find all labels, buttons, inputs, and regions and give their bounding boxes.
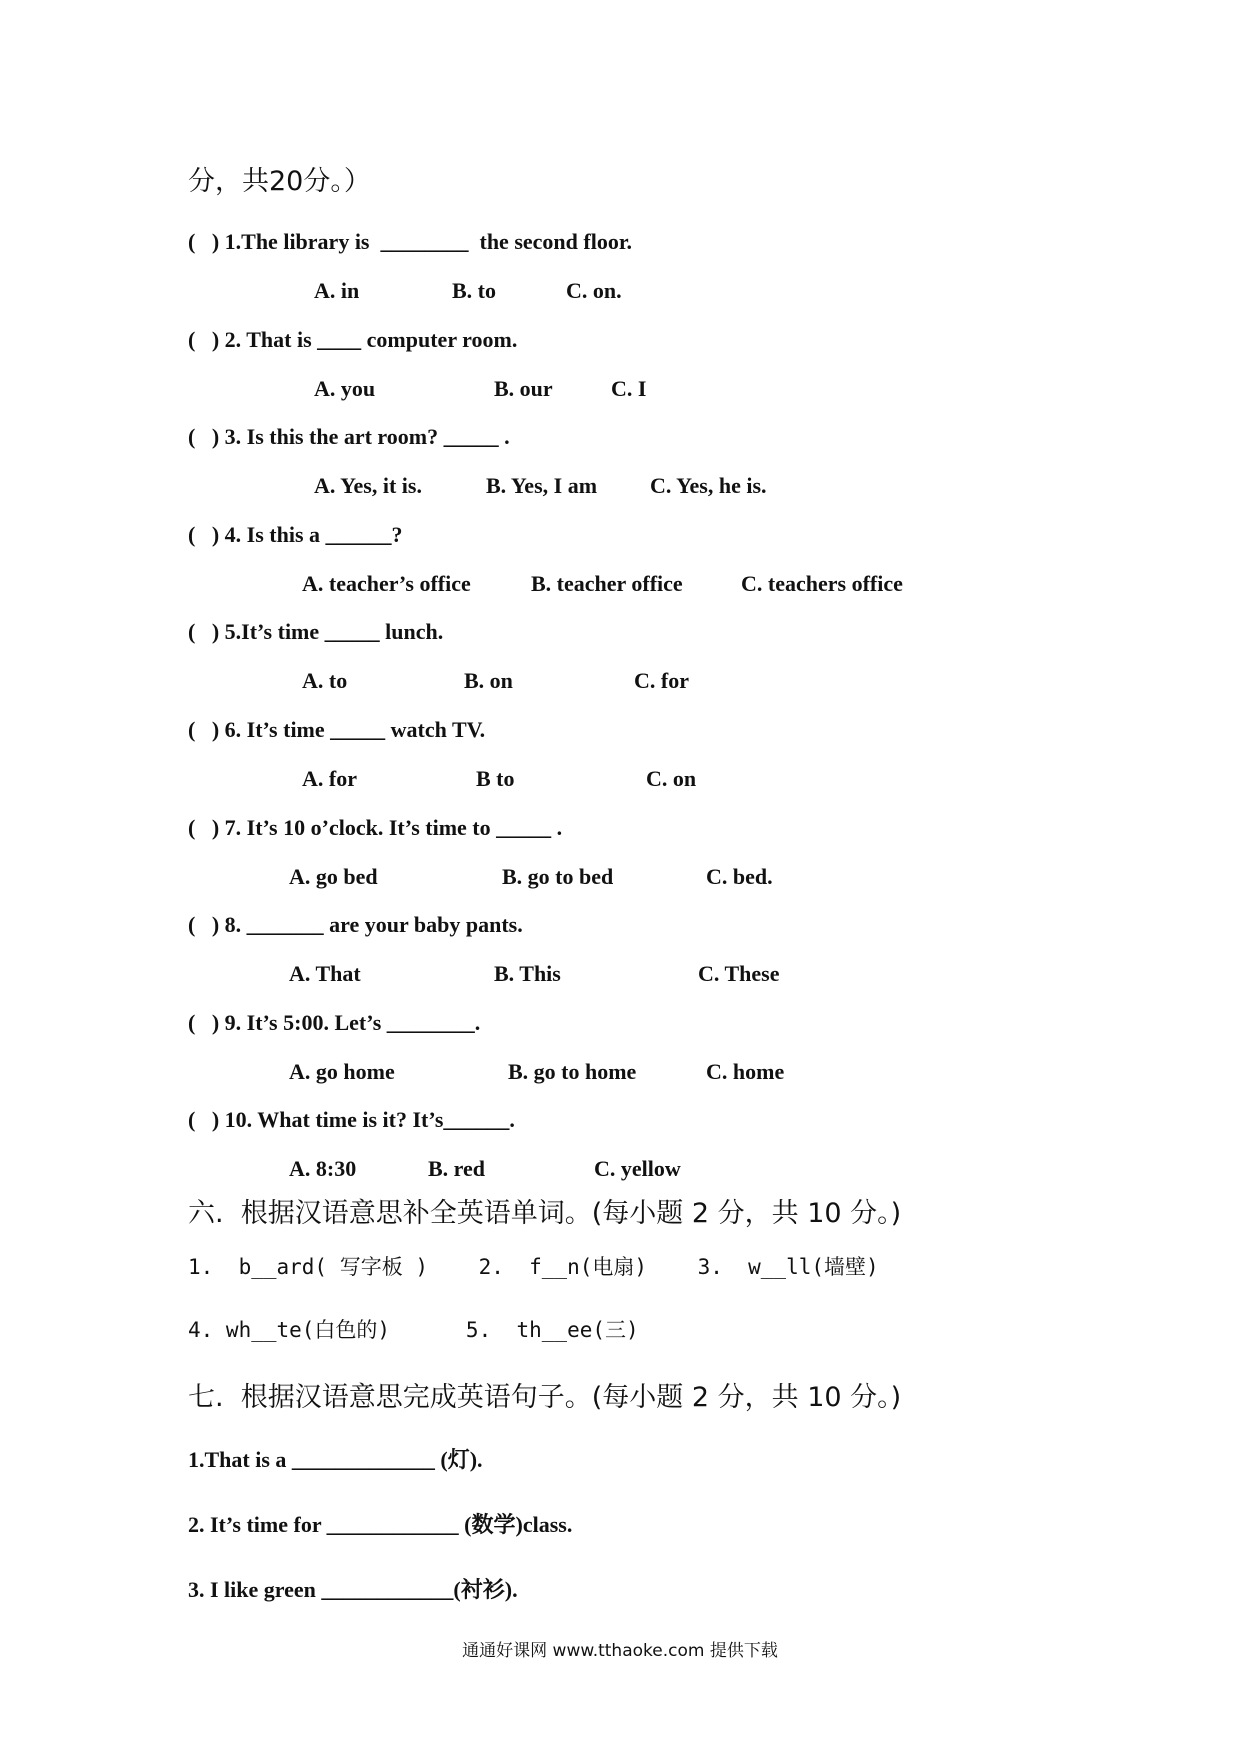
q2-option-a: A. you	[314, 376, 376, 401]
q4-option-b: B. teacher office	[531, 571, 683, 596]
q10-option-a: A. 8:30	[289, 1156, 357, 1181]
question-4: ( ) 4. Is this a ______?	[188, 522, 403, 547]
question-5: ( ) 5.It’s time _____ lunch.	[188, 619, 444, 644]
q2-option-b: B. our	[494, 376, 553, 401]
q3-option-a: A. Yes, it is.	[314, 473, 422, 498]
section-6-line-1: 1. b__ard( 写字板 ) 2. f__n(电扇) 3. w__ll(墙壁)	[188, 1255, 879, 1279]
section-6-heading: 六. 根据汉语意思补全英语单词。(每小题 2 分，共 10 分。)	[188, 1198, 902, 1229]
section-7-heading: 七. 根据汉语意思完成英语句子。(每小题 2 分，共 10 分。)	[188, 1382, 902, 1413]
q10-option-b: B. red	[428, 1156, 486, 1181]
q7-option-b: B. go to bed	[502, 864, 614, 889]
q3-option-c: C. Yes, he is.	[650, 473, 767, 498]
q9-option-a: A. go home	[289, 1059, 395, 1084]
q3-option-b: B. Yes, I am	[486, 473, 598, 498]
q6-option-b: B to	[476, 766, 515, 791]
q9-option-c: C. home	[706, 1059, 785, 1084]
q5-option-c: C. for	[634, 668, 689, 693]
q6-option-a: A. for	[302, 766, 357, 791]
q7-option-a: A. go bed	[289, 864, 378, 889]
q10-option-c: C. yellow	[594, 1156, 681, 1181]
question-7: ( ) 7. It’s 10 o’clock. It’s time to _____ .	[188, 815, 563, 840]
section-5-tail: 分，共20分。）	[188, 166, 371, 197]
question-6: ( ) 6. It’s time _____ watch TV.	[188, 717, 486, 742]
q8-option-c: C. These	[698, 961, 780, 986]
question-3: ( ) 3. Is this the art room? _____ .	[188, 424, 510, 449]
question-9: ( ) 9. It’s 5:00. Let’s ________.	[188, 1010, 481, 1035]
q2-option-c: C. I	[611, 376, 647, 401]
q1-option-b: B. to	[452, 278, 496, 303]
footer-source: 通通好课网 www.tthaoke.com 提供下载	[462, 1641, 778, 1661]
section-6-line-2: 4. wh__te(白色的) 5. th__ee(三)	[188, 1318, 639, 1342]
section-7-item-3: 3. I like green ____________(衬衫).	[188, 1577, 518, 1602]
section-7-item-2: 2. It’s time for ____________ (数学)class.	[188, 1512, 573, 1537]
q4-option-a: A. teacher’s office	[302, 571, 471, 596]
q7-option-c: C. bed.	[706, 864, 773, 889]
q9-option-b: B. go to home	[508, 1059, 637, 1084]
q1-option-a: A. in	[314, 278, 360, 303]
q4-option-c: C. teachers office	[741, 571, 903, 596]
q1-option-c: C. on.	[566, 278, 622, 303]
section-7-item-1: 1.That is a _____________ (灯).	[188, 1447, 483, 1472]
q6-option-c: C. on	[646, 766, 697, 791]
q5-option-a: A. to	[302, 668, 348, 693]
question-10: ( ) 10. What time is it? It’s______.	[188, 1107, 515, 1132]
question-2: ( ) 2. That is ____ computer room.	[188, 327, 518, 352]
question-1: ( ) 1.The library is ________ the second floor.	[188, 229, 633, 254]
q8-option-b: B. This	[494, 961, 561, 986]
q8-option-a: A. That	[289, 961, 361, 986]
question-8: ( ) 8. _______ are your baby pants.	[188, 912, 523, 937]
q5-option-b: B. on	[464, 668, 513, 693]
